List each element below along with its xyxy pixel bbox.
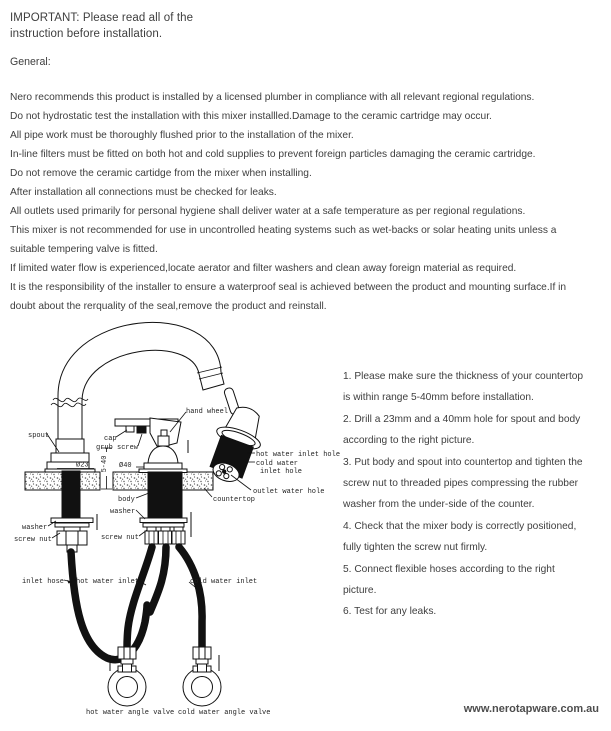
general-line: Nero recommends this product is installed by a licensed plumber in compliance with all relevant regional regulations. [10, 92, 535, 103]
page-title [10, 11, 193, 42]
label-dim-40: Ø40 [119, 462, 132, 470]
general-heading: General: [10, 56, 51, 68]
step-line: according to the right picture. [343, 435, 475, 447]
general-line: All pipe work must be thoroughly flushed prior to the installation of the mixer. [10, 130, 354, 141]
step-line: picture. [343, 585, 377, 597]
website-url: www.nerotapware.com.au [463, 703, 599, 715]
step-line: 4. Check that the mixer body is correctly positioned, [343, 520, 577, 532]
label-cold-water-inlet-hole-2: inlet hole [260, 468, 303, 476]
label-washer-mid: washer [110, 508, 136, 516]
label-hand-wheel: hand wheel [186, 408, 229, 416]
title-line-2: instruction before installation. [10, 27, 163, 40]
general-line: Do not remove the ceramic cartidge from the mixer when installing. [10, 168, 312, 179]
step-line: washer from the under-side of the counter. [343, 499, 535, 511]
general-line: If limited water flow is experienced,locate aerator and filter washers and clean away foreign material as required. [10, 263, 517, 274]
label-countertop: countertop [213, 496, 256, 504]
countertop-section [25, 472, 213, 490]
general-line: All outlets used primarily for personal hygiene shall deliver water at a safe temperature as per regional regulations. [10, 206, 526, 217]
step-line: screw nut to threaded pipes compressing the rubber [343, 478, 579, 490]
label-screw-nut-left: screw nut [14, 536, 52, 544]
installation-diagram [0, 300, 345, 731]
general-line: This mixer is not recommended for use in uncontrolled heating systems such as wet-backs or solar heating units unless a [10, 225, 557, 236]
step-line: fully tighten the screw nut firmly. [343, 542, 488, 554]
label-screw-nut-mid: screw nut [101, 534, 139, 542]
step-line: 3. Put body and spout into countertop and tighten the [343, 456, 583, 468]
label-dim-5-40: 5-40 [101, 455, 109, 473]
installation-steps [343, 366, 583, 623]
general-line: In-line filters must be fitted on both hot and cold supplies to prevent foreign particles damaging the ceramic cartridge. [10, 149, 536, 160]
general-line: doubt about the rerquality of the seal,remove the product and reinstall. [10, 301, 327, 312]
label-hot-angle-valve: hot water angle valve [86, 709, 175, 717]
label-spout: spout [28, 432, 50, 440]
spout-base [45, 439, 97, 552]
step-line: 5. Connect flexible hoses according to the right [343, 563, 555, 575]
step-line: 6. Test for any leaks. [343, 606, 437, 618]
label-hot-water-inlet-hole: hot water inlet hole [256, 451, 341, 459]
step-line: 2. Drill a 23mm and a 40mm hole for spout and body [343, 413, 581, 425]
label-cold-angle-valve: cold water angle valve [178, 709, 271, 717]
cold-angle-valve [183, 647, 221, 706]
general-line: Do not hydrostatic test the installation with this mixer installled.Damage to the ceramic cartridge may occur. [10, 111, 492, 122]
label-grub-screw: grub screw [96, 444, 139, 452]
label-dim-23: Ø23 [76, 461, 89, 470]
label-cold-water-inlet: cold water inlet [190, 578, 258, 586]
general-instructions [10, 88, 566, 316]
label-cold-water-inlet-hole-1: cold water [256, 460, 299, 468]
label-inlet-hose: inlet hose [22, 578, 65, 586]
label-hot-water-inlet: hot water inlet [76, 578, 140, 586]
title-line-1: IMPORTANT: Please read all of the [10, 12, 194, 24]
general-line: It is the responsibility of the installer to ensure a waterproof seal is achieved between the product and mounting surface.If in [10, 282, 567, 293]
label-washer-left: washer [22, 524, 48, 532]
step-line: 1. Please make sure the thickness of your countertop [343, 371, 584, 382]
label-outlet-water-hole: outlet water hole [253, 488, 325, 496]
label-cap: cap [104, 435, 117, 443]
dimension-counter-thickness [101, 448, 112, 489]
general-line: suitable tempering valve is fitted. [10, 244, 158, 255]
flexible-hoses [71, 547, 202, 660]
general-line: After installation all connections must be checked for leaks. [10, 187, 277, 198]
label-body: body [118, 496, 135, 504]
step-line: is within range 5-40mm before installation. [343, 392, 534, 404]
hot-angle-valve [108, 647, 146, 706]
